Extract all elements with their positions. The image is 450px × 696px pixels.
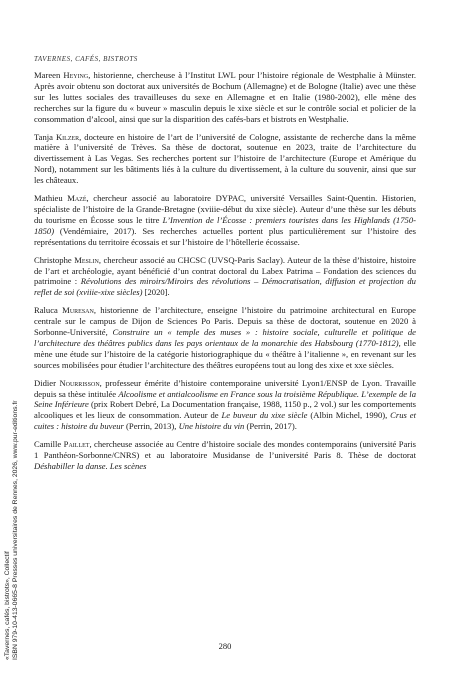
bio-kilzer (34, 132, 416, 187)
bio-text: (Vendémiaire, 2017). Ses recherches actuelles portent plus particulièrement sur l’histoire des représentations du territoire écossais et sur l’histoire de l’hôtellerie écossaise. (34, 225, 416, 247)
surname: Paillet (63, 439, 90, 450)
first-name: Mathieu (34, 193, 68, 204)
side-note-line-2: ISBN 979-10-413-0665-8 Presses universitaires de Rennes, 2026, www.pur-editions.fr (12, 400, 20, 660)
thesis-title: Révolutions des miroirs/Miroirs des révolutions – Démocratisation, diffusion et projection du reflet de soi (xviiie-xixe siècles) (34, 276, 416, 298)
bio-text: , elle mène une étude sur l’histoire de la catégorie historiographique du « théâtre à l’italienne », en revenant sur les sources mobilisées pour étudier l’architecture des théâtres européens tout au long des xixe et xxe siècles. (34, 337, 416, 370)
bio-nourrisson (34, 378, 416, 433)
running-head: TAVERNES, CAFÉS, BISTROTS (34, 55, 138, 63)
bio-text: , professeur émérite d’histoire contemporaine université Lyon1/ENSP de Lyon. Travaille depuis sa thèse intitulée (34, 377, 416, 399)
contributors-list (34, 70, 416, 479)
bio-text: , historienne de l’architecture, enseigne l’histoire du patrimoine architectural en Europe centrale sur le campus de Dijon de Sciences Po Paris. Depuis sa thèse de doctorat, soutenue en 2020 à Sorbonne-Université, (34, 305, 416, 338)
surname: Mazé (67, 193, 87, 204)
book-title: Le buveur du xixe siècle (221, 410, 308, 421)
first-name: Mareen (34, 70, 64, 80)
bio-text: (Perrin, 2013), (123, 421, 179, 432)
surname: Kilzer (55, 131, 80, 142)
first-name: Camille (34, 439, 64, 450)
page-number: 280 (218, 641, 232, 651)
bio-text: (Albin Michel, 1990), (307, 410, 391, 421)
first-name: Tanja (34, 131, 56, 142)
bio-text: , chercheur associé au laboratoire DYPAC, université Versailles Saint-Quentin. Historien, spécialiste de l’histoire de la Grande-Bretagne (xviiie-début du xixe siècle). Auteur d’une thèse sur les débuts du tourisme en Écosse sous le titre (34, 193, 416, 225)
bio-maze (34, 193, 416, 248)
bio-heying (34, 70, 416, 125)
copyright-side-note (4, 100, 20, 660)
bio-text: (Perrin, 2017). (244, 421, 297, 432)
bio-text: , docteure en histoire de l’art de l’université de Cologne, assistante de recherche dans la même matière à l’université de Trèves. Sa thèse de doctorat, soutenue en 2023, traite de l’architecture du divertissement à Las Vegas. Ses recherches portent sur l’histoire de l’architecture (Europe et Amérique du Nord), notamment sur les bâtiments liés à la culture du divertissement, à la culture du souvenir, ainsi que sur les châteaux. (34, 131, 416, 186)
bio-meslin (34, 255, 416, 299)
bio-paillet (34, 439, 416, 472)
book-title: Crus et cuites : histoire du buveur (34, 410, 416, 432)
surname: Meslin (74, 254, 99, 265)
surname: Nourrisson (59, 377, 100, 388)
first-name: Raluca (34, 305, 63, 316)
thesis-title: Alcoolisme et antialcoolisme en France sous la troisième République. L’exemple de la Seine Inférieure (34, 388, 416, 410)
bio-text: , historienne, chercheuse à l’Institut LWL pour l’histoire régionale de Westphalie à Münster. Après avoir obtenu son doctorat aux universités de Bochum (Allemagne) et de Bologne (Italie) avec une thèse sur les luttes sociales des travailleuses du sexe en Allemagne et en Italie (1980-2002), elle mène des recherches sur la figure du « buveur » masculin depuis le xixe siècle et sur le contrôle social et policier de la consommation d’alcool, ainsi que sur la disparition des cafés-bars et bistrots en Westphalie. (34, 70, 416, 124)
thesis-title: Déshabiller la danse. Les scènes (34, 461, 147, 471)
book-title: Une histoire du vin (178, 421, 245, 432)
book-title: L’Invention de l’Écosse : premiers touristes dans les Highlands (1750-1850) (34, 214, 416, 236)
first-name: Didier (34, 377, 60, 388)
surname: Muresan (62, 305, 94, 316)
first-name: Christophe (34, 254, 75, 265)
side-note-line-1: «Tavernes, cafés, bistrots», Collectif (4, 551, 11, 660)
bio-text: , chercheuse associée au Centre d’histoire sociale des mondes contemporains (université Paris 1 Panthéon-Sorbonne/CNRS) et au laboratoire Musidanse de l’université Paris 8. Thèse de doctorat (34, 439, 416, 461)
bio-muresan (34, 305, 416, 370)
bio-text: [2020]. (142, 287, 170, 298)
bio-text: (prix Robert Debré, La Documentation française, 1988, 1150 p., 2 vol.) sur les comportements alcooliques et les lieux de consommation. Auteur de (34, 399, 416, 421)
surname: Heying (63, 70, 89, 80)
bio-text: , chercheur associé au CHCSC (UVSQ-Paris Saclay). Auteur de la thèse d’histoire, histoire de l’art et archéologie, ayant bénéficié d’un contrat doctoral du Labex Patrima – Fondation des sciences du patrimoine : (34, 254, 416, 287)
thesis-title: Construire un « temple des muses » : histoire sociale, culturelle et politique de l’architecture des théâtres publics dans les pays orientaux de la monarchie des Habsbourg (1770-1812) (34, 327, 416, 348)
